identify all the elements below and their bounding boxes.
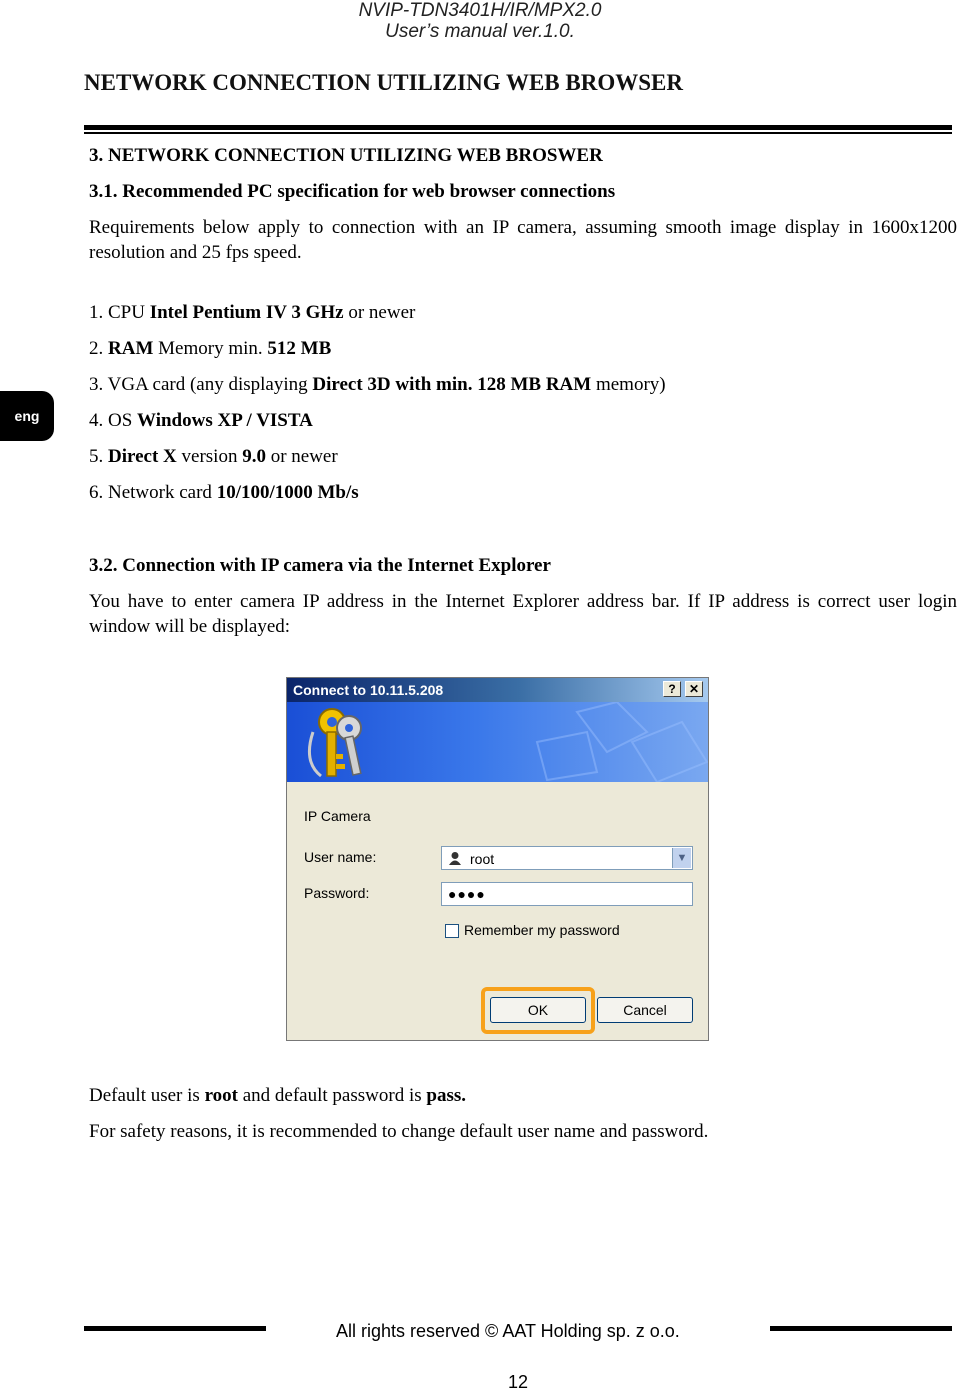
- title-rule-thin: [84, 132, 952, 134]
- item-text: 5.: [89, 446, 108, 467]
- item-text: version: [176, 446, 243, 467]
- dialog-title: Connect to 10.11.5.208: [293, 682, 444, 698]
- item-text: 1. CPU: [89, 302, 150, 323]
- item-bold: 512 MB: [267, 338, 332, 359]
- title-rule: [84, 125, 952, 130]
- default-password: pass.: [426, 1085, 466, 1106]
- manual-version: User’s manual ver.1.0.: [385, 21, 575, 42]
- username-label: User name:: [304, 849, 377, 865]
- realm-label: IP Camera: [304, 808, 371, 824]
- help-button[interactable]: ?: [663, 681, 681, 697]
- section-3-1-heading: 3.1. Recommended PC specification for web browser connections: [89, 181, 616, 202]
- item-text: or newer: [265, 446, 338, 467]
- item-bold: Direct 3D with min. 128 MB RAM: [312, 374, 592, 395]
- item-bold: Direct X: [108, 446, 177, 467]
- requirements-intro: Requirements below apply to connection with an IP camera, assuming smooth image display in 1600x1200 resolution and 25 fps speed.: [89, 217, 957, 263]
- username-value: root: [470, 851, 495, 867]
- page-number: 12: [507, 1372, 529, 1392]
- requirement-cpu: [89, 302, 415, 324]
- page-title: NETWORK CONNECTION UTILIZING WEB BROWSER: [84, 70, 683, 95]
- language-tab: [0, 391, 54, 441]
- remember-checkbox[interactable]: [445, 924, 459, 938]
- default-user: root: [204, 1085, 238, 1106]
- copyright: All rights reserved © AAT Holding sp. z o.o.: [336, 1321, 680, 1341]
- requirement-os: [89, 410, 313, 432]
- requirement-ram: [89, 338, 331, 360]
- cancel-button[interactable]: Cancel: [597, 997, 693, 1023]
- requirement-directx: [89, 446, 338, 468]
- safety-note: For safety reasons, it is recommended to change default user name and password.: [89, 1121, 709, 1142]
- item-text: 2.: [89, 338, 108, 359]
- chevron-down-icon[interactable]: ▼: [672, 848, 691, 868]
- password-value: ●●●●: [448, 886, 486, 902]
- item-text: or newer: [343, 302, 416, 323]
- item-text: 4. OS: [89, 410, 138, 431]
- section-3-2-heading: 3.2. Connection with IP camera via the Internet Explorer: [89, 555, 551, 576]
- dialog-titlebar: [287, 678, 708, 702]
- item-text: memory): [591, 374, 666, 395]
- user-icon: [448, 851, 462, 865]
- keys-icon: [309, 709, 361, 776]
- item-bold: 9.0: [242, 446, 266, 467]
- footer-rule-left: [84, 1326, 266, 1331]
- default-credentials: [89, 1083, 466, 1108]
- section-3-2-text: You have to enter camera IP address in the Internet Explorer address bar. If IP address is correct user login window will be displayed:: [89, 591, 957, 637]
- item-bold: Intel Pentium IV 3 GHz: [149, 302, 344, 323]
- close-button[interactable]: ✕: [685, 681, 703, 697]
- document-model: NVIP-TDN3401H/IR/MPX2.0: [358, 0, 602, 21]
- item-text: Memory min.: [153, 338, 268, 359]
- dialog-banner: [287, 702, 708, 782]
- login-dialog: [286, 677, 709, 1041]
- default-text: Default user is: [89, 1085, 205, 1106]
- password-label: Password:: [304, 885, 370, 901]
- password-field[interactable]: [441, 882, 693, 906]
- item-bold: 10/100/1000 Mb/s: [216, 482, 359, 503]
- item-text: 6. Network card: [89, 482, 217, 503]
- language-tab-label: eng: [14, 408, 40, 424]
- item-bold: Windows XP / VISTA: [137, 410, 313, 431]
- username-combobox[interactable]: [441, 846, 693, 870]
- ok-button[interactable]: OK: [490, 997, 586, 1023]
- requirement-vga: [89, 374, 666, 396]
- item-text: 3. VGA card (any displaying: [89, 374, 313, 395]
- item-bold: RAM: [108, 338, 154, 359]
- remember-label: Remember my password: [464, 922, 620, 938]
- section-3-heading: 3. NETWORK CONNECTION UTILIZING WEB BROSWER: [89, 145, 603, 166]
- footer-rule-right: [770, 1326, 952, 1331]
- default-text: and default password is: [237, 1085, 427, 1106]
- banner-graphic: [287, 702, 708, 782]
- requirement-network: [89, 482, 359, 504]
